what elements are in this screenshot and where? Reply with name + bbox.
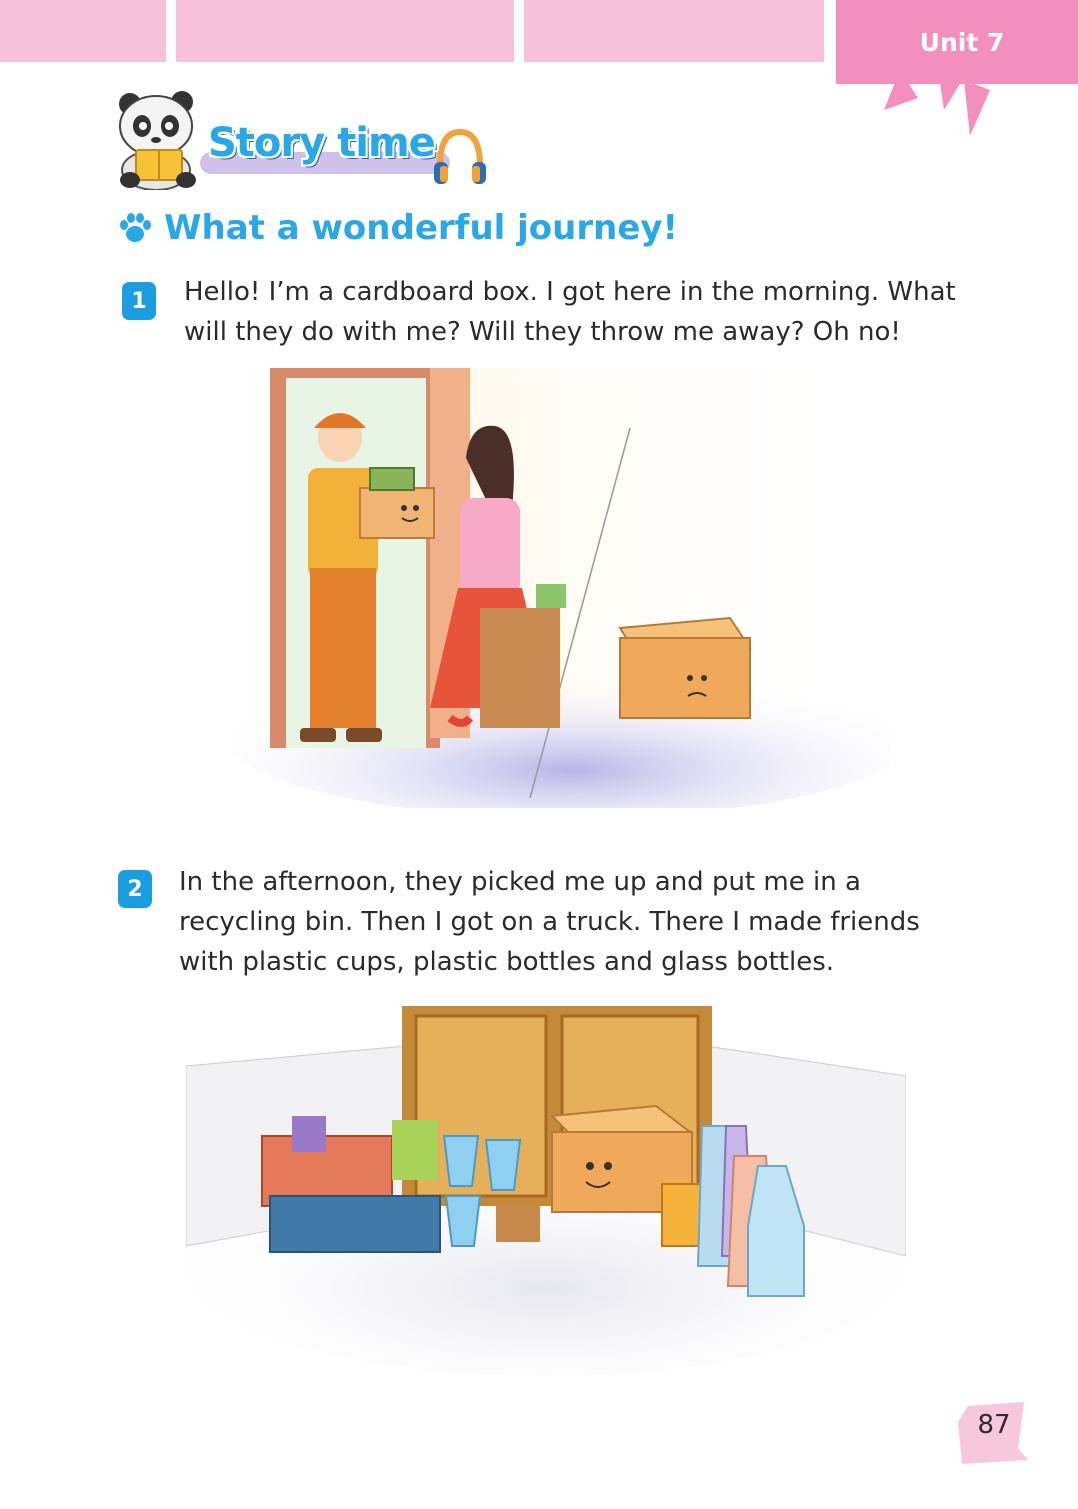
top-banner-strip bbox=[0, 0, 166, 62]
paw-icon bbox=[118, 213, 152, 243]
top-banner-strip bbox=[524, 0, 824, 62]
unit-label: Unit 7 bbox=[919, 27, 1005, 57]
paragraph-number-badge: 1 bbox=[122, 282, 156, 320]
story-title-text: What a wonderful journey! bbox=[164, 208, 679, 248]
paragraph-text: Hello! I’m a cardboard box. I got here in the morning. What will they do with me? Will they throw me away? Oh no! bbox=[184, 277, 956, 347]
petal-decoration-icon bbox=[880, 70, 1000, 142]
headphones-icon[interactable] bbox=[432, 126, 488, 190]
story-title bbox=[118, 208, 678, 248]
paragraph-number-badge: 2 bbox=[118, 870, 152, 908]
story-time-header bbox=[116, 90, 496, 194]
top-banner-strip bbox=[176, 0, 514, 62]
panda-reading-icon bbox=[116, 90, 200, 190]
illustration-truck-scene bbox=[186, 1006, 906, 1376]
paragraph-text: In the afternoon, they picked me up and put me in a recycling bin. Then I got on a truck. There I made friends with plastic cups, plastic bottles and glass bottles. bbox=[179, 867, 920, 977]
section-title: Story time bbox=[208, 120, 435, 166]
illustration-delivery-scene bbox=[190, 368, 890, 808]
sad-box-character-icon bbox=[620, 618, 750, 718]
page-number: 87 bbox=[977, 1410, 1011, 1440]
